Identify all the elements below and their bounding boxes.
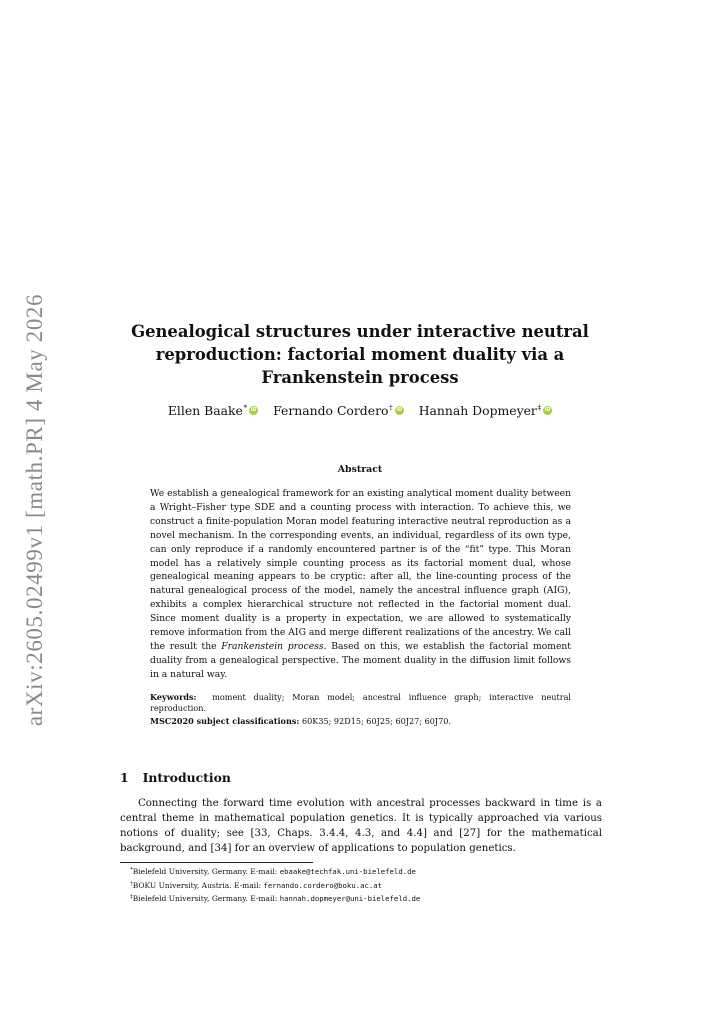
section-heading [120,770,231,785]
author-list [120,403,600,418]
footnote-3 [130,893,420,907]
footnote-mark: * [130,867,133,873]
abstract-emphasis: Frankenstein process [221,640,324,652]
section-number: 1 [120,770,129,785]
keywords-label: Keywords: [150,692,197,702]
author-footnote-mark: * [243,403,248,412]
author-name: Ellen Baake [167,403,243,418]
footnotes [130,866,420,907]
footnote-rule [120,862,313,863]
author-name: Hannah Dopmeyer [418,403,537,418]
orcid-icon[interactable] [543,406,552,415]
msc-text: 60K35; 92D15; 60J25; 60J27; 60J70. [301,716,451,726]
section-title: Introduction [142,770,231,785]
arxiv-identifier-text: arXiv:2605.02499v1 [math.PR] 4 May 2026 [22,293,48,726]
footnote-mark: † [130,880,133,887]
arxiv-identifier [17,287,53,732]
author-cordero [273,403,404,418]
author-baake [168,403,258,418]
footnote-text: Bielefeld University, Germany. E-mail: [132,867,280,876]
msc-label: MSC2020 subject classifications: [150,716,300,726]
introduction-paragraph: Connecting the forward time evolution with ancestral processes backward in time is a central theme in mathematical population genetics. It is typically approached via various notions of duality; see [33, Chaps. 3.4.4, 4.3, and 4.4] and [27] for the mathematical background, and [34] for an overview of applications to population genetics. [120,798,602,854]
footnote-1 [130,866,420,880]
footnote-email[interactable]: fernando.cordero@boku.ac.at [263,880,383,890]
footnote-email[interactable]: hannah.dopmeyer@uni-bielefeld.de [279,894,421,903]
author-footnote-mark: † [388,403,393,412]
author-name: Fernando Cordero [273,403,389,418]
footnote-text: Bielefeld University, Germany. E-mail: [132,894,280,903]
author-footnote-mark: ‡ [537,403,542,412]
msc-classifications [150,716,571,727]
abstract-heading: Abstract [337,464,383,475]
footnote-mark: ‡ [130,894,133,900]
abstract-text [150,487,571,682]
keywords [150,692,571,713]
abstract-text-start: We establish a genealogical framework for an existing analytical moment duality between a Wright–Fisher type SDE and a counting process with interaction. To achieve this, we construct a finite-population Moran model featuring interactive neutral reproduction as a novel mechanism. In the corresponding events, an individual, regardless of its own type, can only reproduce if a randomly encountered partner is of the “fit” type. This Moran model has a relatively simple counting process as its factorial moment dual, whose genealogical meaning appears to be cryptic: after all, the line-counting process of the natural genealogical process of the model, namely the ancestral influence graph (AIG), exhibits a complex hierarchical structure not reflected in the factorial moment dual. Since moment duality is a property in expectation, we are allowed to systematically remove information from the AIG and merge different realizations of the ancestry. We call the result the [150,488,571,652]
footnote-text: BOKU University, Austria. E-mail: [132,880,264,890]
paper-title: Genealogical structures under interactive neutral reproduction: factorial moment duality via a Frankenstein process [131,322,589,387]
keywords-text: moment duality; Moran model; ancestral influence graph; interactive neutral reproduction. [150,692,571,713]
orcid-icon[interactable] [395,406,404,415]
abstract-text-end: . Based on this, we establish the factorial moment duality from a genealogical perspective. The moment duality in the diffusion limit follows in a natural way. [150,640,571,680]
author-dopmeyer [419,403,552,418]
footnote-email[interactable]: ebaake@techfak.uni-bielefeld.de [279,867,416,876]
orcid-icon[interactable] [249,406,258,415]
footnote-2 [130,880,420,894]
